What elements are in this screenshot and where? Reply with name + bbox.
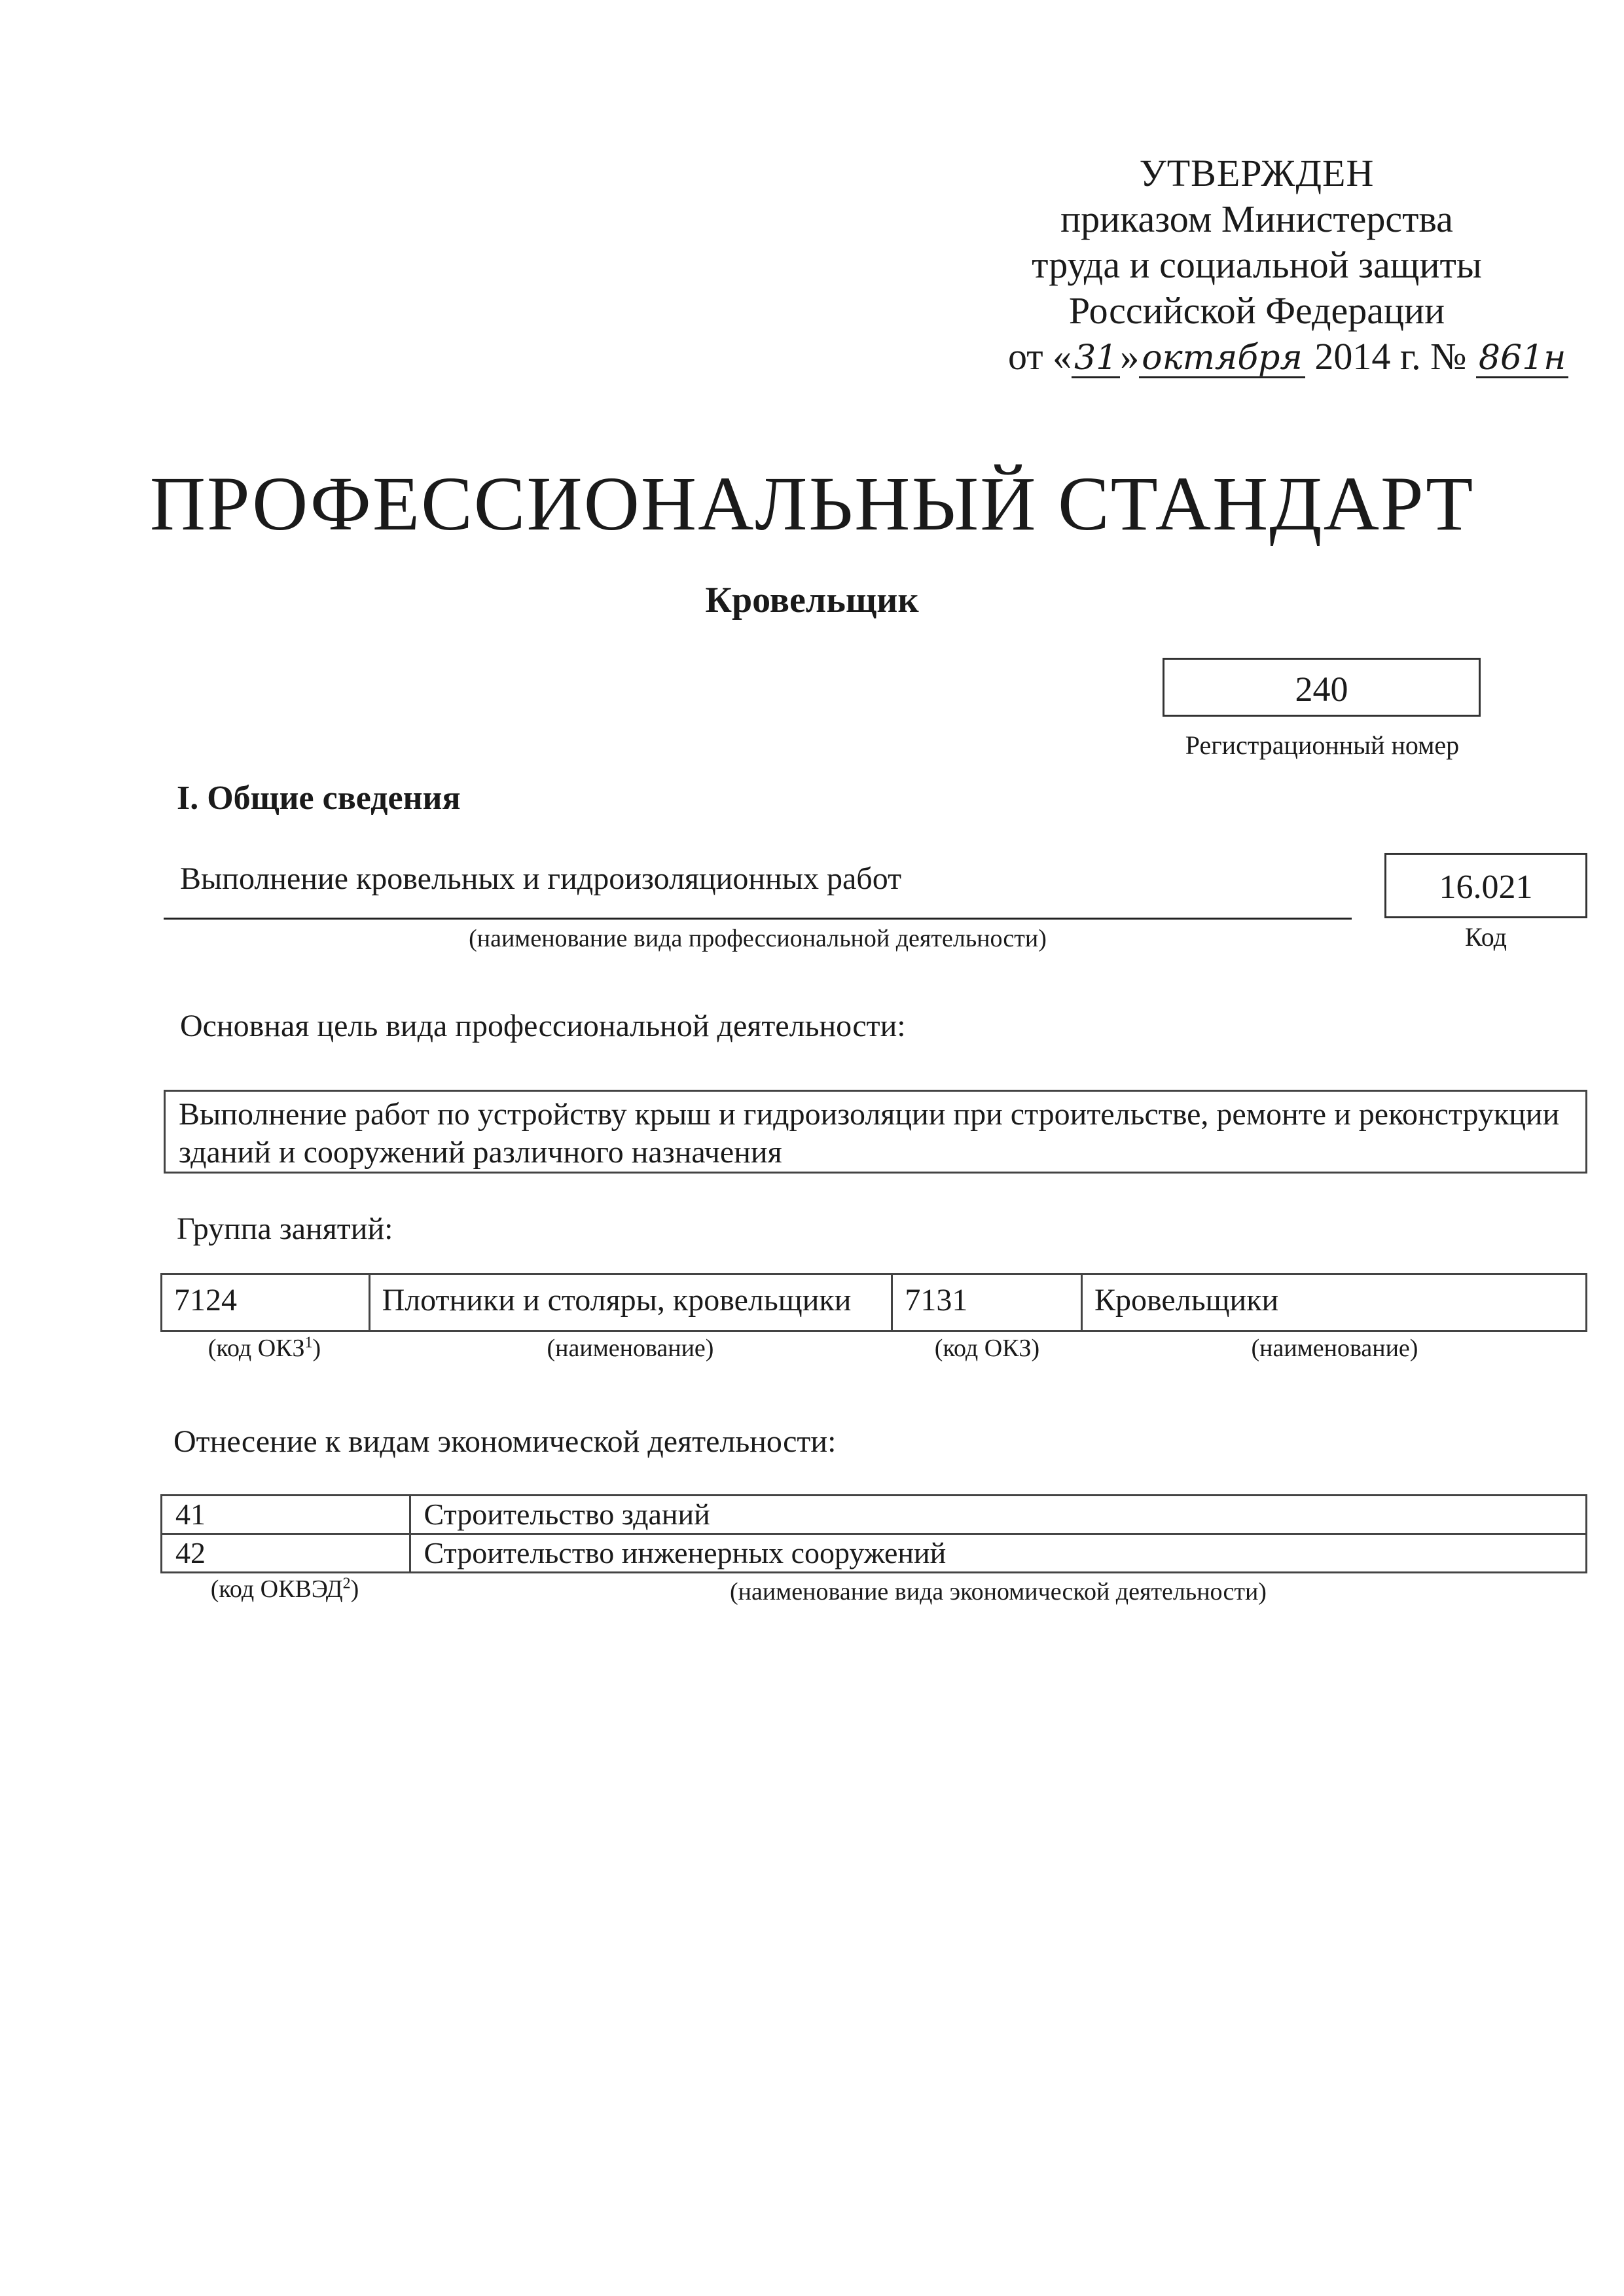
- occupation-group-table: [160, 1273, 1587, 1332]
- okz-code-caption: (код ОКЗ$^1$): [208, 1334, 321, 1362]
- approval-line: Российской Федерации: [1068, 289, 1445, 332]
- footnote-marker: 2: [342, 1575, 351, 1592]
- activity-code-box: 16.021: [1384, 853, 1587, 918]
- approval-block: [1008, 151, 1566, 380]
- okved-code-cell: 42: [162, 1534, 410, 1573]
- date-prefix: от «: [1008, 335, 1072, 378]
- table-row: [162, 1496, 1587, 1534]
- okved-name-cell: Строительство инженерных сооружений: [410, 1534, 1587, 1573]
- section-heading: I. Общие сведения: [177, 780, 461, 817]
- okz-code-cell: 7131: [892, 1274, 1082, 1331]
- economic-activity-label: Отнесение к видам экономической деятельности:: [173, 1424, 837, 1459]
- okved-code-caption: (код ОКВЭД$^2$): [210, 1575, 359, 1603]
- approval-heading: УТВЕРЖДЕН: [1139, 152, 1375, 194]
- activity-caption: (наименование вида профессиональной деятельности): [469, 925, 1047, 952]
- okved-name-caption: (наименование вида экономической деятельности): [730, 1578, 1267, 1605]
- goal-label: Основная цель вида профессиональной деятельности:: [180, 1009, 906, 1043]
- footnote-marker: 1: [304, 1334, 313, 1352]
- registration-number-box: 240: [1163, 658, 1481, 717]
- activity-name: Выполнение кровельных и гидроизоляционных работ: [180, 861, 902, 896]
- occupation-group-label: Группа занятий:: [177, 1211, 393, 1246]
- document-title: ПРОФЕССИОНАЛЬНЫЙ СТАНДАРТ: [149, 461, 1475, 547]
- activity-code-label: Код: [1465, 922, 1507, 952]
- okved-name-cell: Строительство зданий: [410, 1496, 1587, 1534]
- goal-box: Выполнение работ по устройству крыш и гидроизоляции при строительстве, ремонте и реконструкции зданий и сооружений различного назначения: [164, 1090, 1587, 1174]
- table-row: [162, 1534, 1587, 1573]
- date-quote-close: »: [1120, 335, 1140, 378]
- registration-number-label: Регистрационный номер: [1185, 730, 1460, 760]
- handwritten-order-number: 861н: [1476, 340, 1569, 378]
- okz-code-caption: (код ОКЗ): [934, 1335, 1040, 1362]
- okz-name-caption: (наименование): [547, 1335, 714, 1362]
- economic-activity-table: [160, 1494, 1587, 1573]
- approval-date-line: [1008, 334, 1566, 380]
- approval-line: труда и социальной защиты: [1032, 243, 1482, 286]
- okz-code-cell: 7124: [162, 1274, 370, 1331]
- table-row: [162, 1274, 1587, 1331]
- okz-name-caption: (наименование): [1251, 1335, 1418, 1362]
- handwritten-month: октября: [1139, 340, 1305, 378]
- profession-name: Кровельщик: [705, 580, 919, 620]
- activity-underline: [164, 918, 1352, 920]
- approval-line: приказом Министерства: [1060, 198, 1453, 240]
- okved-code-cell: 41: [162, 1496, 410, 1534]
- okz-name-cell: Кровельщики: [1082, 1274, 1587, 1331]
- date-year: 2014 г. №: [1314, 335, 1467, 378]
- handwritten-day: 31: [1072, 340, 1120, 378]
- okz-name-cell: Плотники и столяры, кровельщики: [369, 1274, 892, 1331]
